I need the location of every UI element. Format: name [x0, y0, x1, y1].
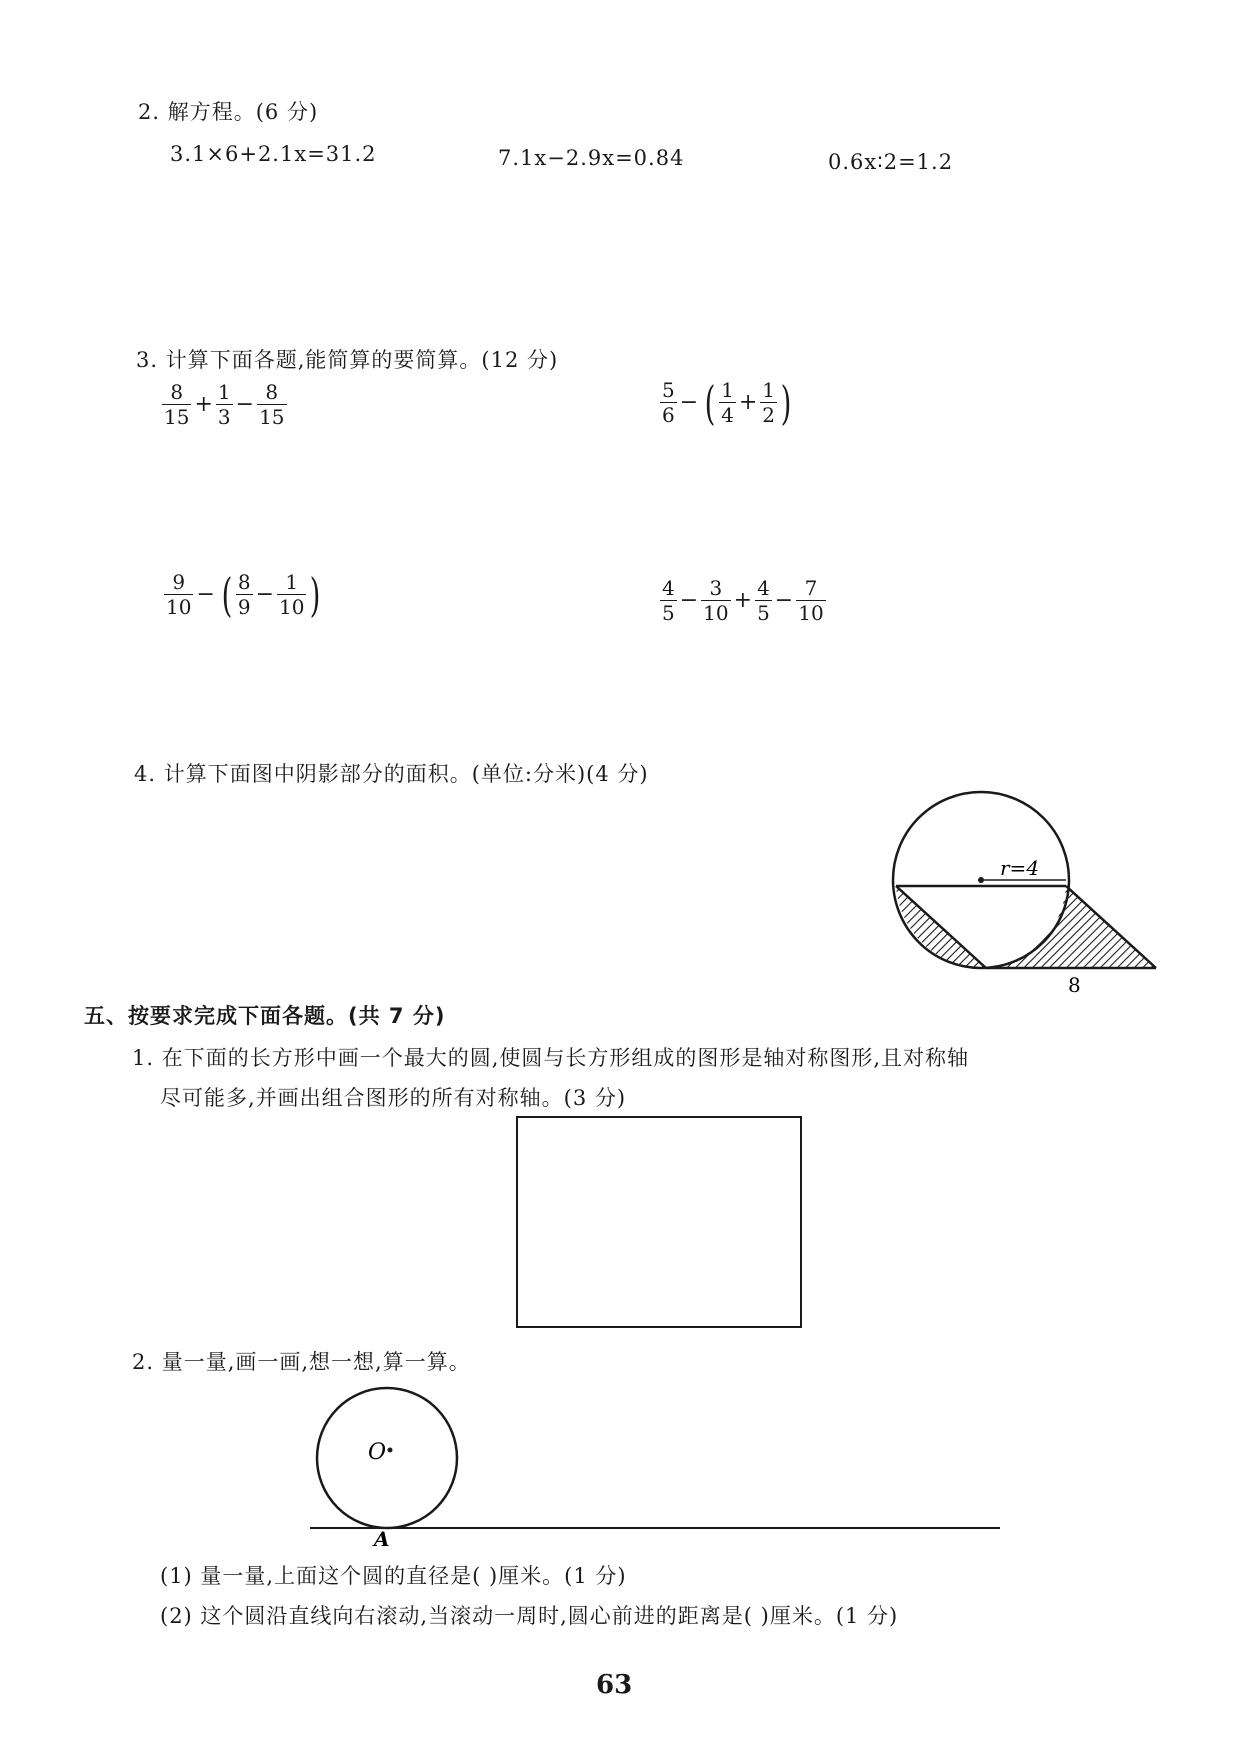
q2-equation-2: 7.1x−2.9x=0.84	[498, 146, 685, 170]
center-label: O	[368, 1440, 387, 1465]
base-label: 8	[1068, 973, 1081, 997]
center-point-dot	[388, 1448, 393, 1453]
section5-p1-line1: 1. 在下面的长方形中画一个最大的圆,使圆与长方形组成的图形是轴对称图形,且对称轴	[132, 1046, 970, 1070]
shaded-region-right	[986, 886, 1156, 968]
rolling-circle-figure	[300, 1386, 1020, 1546]
section5-p2-title: 2. 量一量,画一画,想一想,算一算。	[132, 1350, 471, 1374]
q3-expression-1: $\frac{8}{15}$ + $\frac{1}{3}$ − $\frac{8}{15}$	[164, 380, 285, 429]
q2-title: 2. 解方程。(6 分)	[138, 100, 319, 124]
section5-p2-sub1: (1) 量一量,上面这个圆的直径是( )厘米。(1 分)	[160, 1564, 627, 1588]
point-a-label: A	[374, 1527, 390, 1546]
q3-expression-4: $\frac{4}{5}$ − $\frac{3}{10}$ + $\frac{4}{5}$ − $\frac{7}{10}$	[662, 576, 824, 625]
rectangle-drawing-area[interactable]	[516, 1116, 802, 1328]
fraction: $\frac{9}{10}$	[166, 570, 192, 619]
fraction: $\frac{5}{6}$	[662, 378, 675, 427]
fraction: $\frac{8}{9}$	[237, 570, 251, 619]
circle-center-dot	[978, 877, 984, 883]
shaded-area-figure	[880, 780, 1180, 1000]
fraction: $\frac{1}{3}$	[217, 380, 231, 429]
q2-equation-3: 0.6x∶2=1.2	[828, 150, 954, 174]
fraction: $\frac{1}{10}$	[279, 570, 305, 619]
fraction: $\frac{4}{5}$	[757, 576, 770, 625]
q3-expression-3: $\frac{9}{10}$ − ( $\frac{8}{9}$ − $\frac{1}{10}$ )	[166, 567, 321, 622]
q3-title: 3. 计算下面各题,能简算的要简算。(12 分)	[136, 348, 559, 372]
fraction: $\frac{1}{4}$	[721, 378, 734, 427]
q3-expression-2: $\frac{5}{6}$ − ( $\frac{1}{4}$ + $\frac{1}{2}$ )	[662, 375, 792, 430]
section5-p1-line2: 尽可能多,并画出组合图形的所有对称轴。(3 分)	[160, 1086, 627, 1110]
fraction: $\frac{1}{2}$	[762, 378, 776, 427]
fraction: $\frac{8}{15}$	[259, 380, 285, 429]
page-number: 63	[596, 1670, 633, 1700]
q2-equation-1: 3.1×6+2.1x=31.2	[170, 142, 377, 166]
radius-label: r=4	[1000, 856, 1040, 880]
fraction: $\frac{7}{10}$	[798, 576, 824, 625]
section5-title: 五、按要求完成下面各题。(共 7 分)	[84, 1004, 446, 1028]
fraction: $\frac{3}{10}$	[703, 576, 729, 625]
rolling-circle	[317, 1388, 457, 1528]
q4-title: 4. 计算下面图中阴影部分的面积。(单位:分米)(4 分)	[134, 762, 649, 786]
section5-p2-sub2: (2) 这个圆沿直线向右滚动,当滚动一周时,圆心前进的距离是( )厘米。(1 分)	[160, 1604, 899, 1628]
fraction: $\frac{8}{15}$	[164, 380, 190, 429]
fraction: $\frac{4}{5}$	[662, 576, 675, 625]
